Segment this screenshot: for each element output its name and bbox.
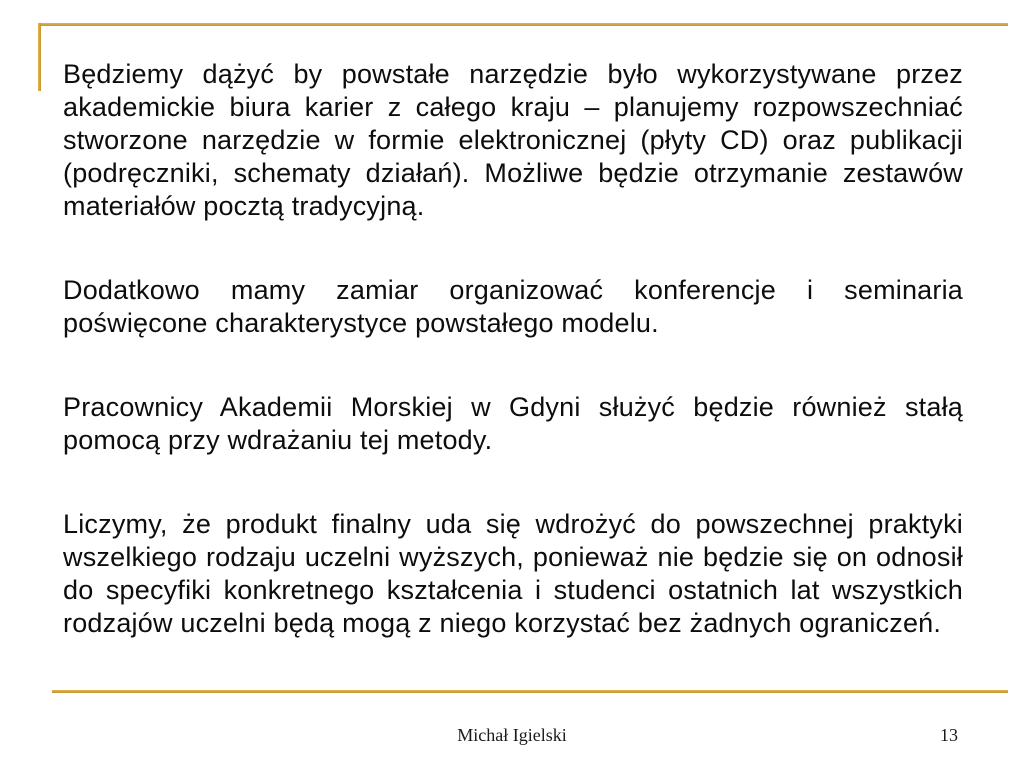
body-paragraph-2: Dodatkowo mamy zamiar organizować konferencje i seminaria poświęcone charakterystyce powstałego modelu. [63, 275, 963, 338]
slide-body-text [63, 58, 963, 640]
left-accent-line [38, 23, 41, 91]
top-accent-line [38, 23, 1008, 26]
footer-page-number: 13 [940, 725, 958, 745]
bottom-accent-line [52, 690, 1008, 693]
footer-author: Michał Igielski [457, 725, 567, 745]
body-paragraph-4: Liczymy, że produkt finalny uda się wdrożyć do powszechnej praktyki wszelkiego rodzaju uczelni wyższych, ponieważ nie będzie się on odnosił do specyfiki konkretnego kształcenia i studenci ostatnich lat wszystkich rodzajów uczelni będą mogą z niego korzystać bez żadnych ograniczeń. [63, 509, 963, 638]
body-paragraph-3: Pracownicy Akademii Morskiej w Gdyni służyć będzie również stałą pomocą przy wdrażaniu tej metody. [63, 392, 963, 455]
slide-footer [0, 722, 1024, 752]
body-paragraph-1: Będziemy dążyć by powstałe narzędzie było wykorzystywane przez akademickie biura karier z całego kraju – planujemy rozpowszechniać stworzone narzędzie w formie elektronicznej (płyty CD) oraz publikacji (podręczniki, schematy działań). Możliwe będzie otrzymanie zestawów materiałów pocztą tradycyjną. [63, 59, 963, 221]
